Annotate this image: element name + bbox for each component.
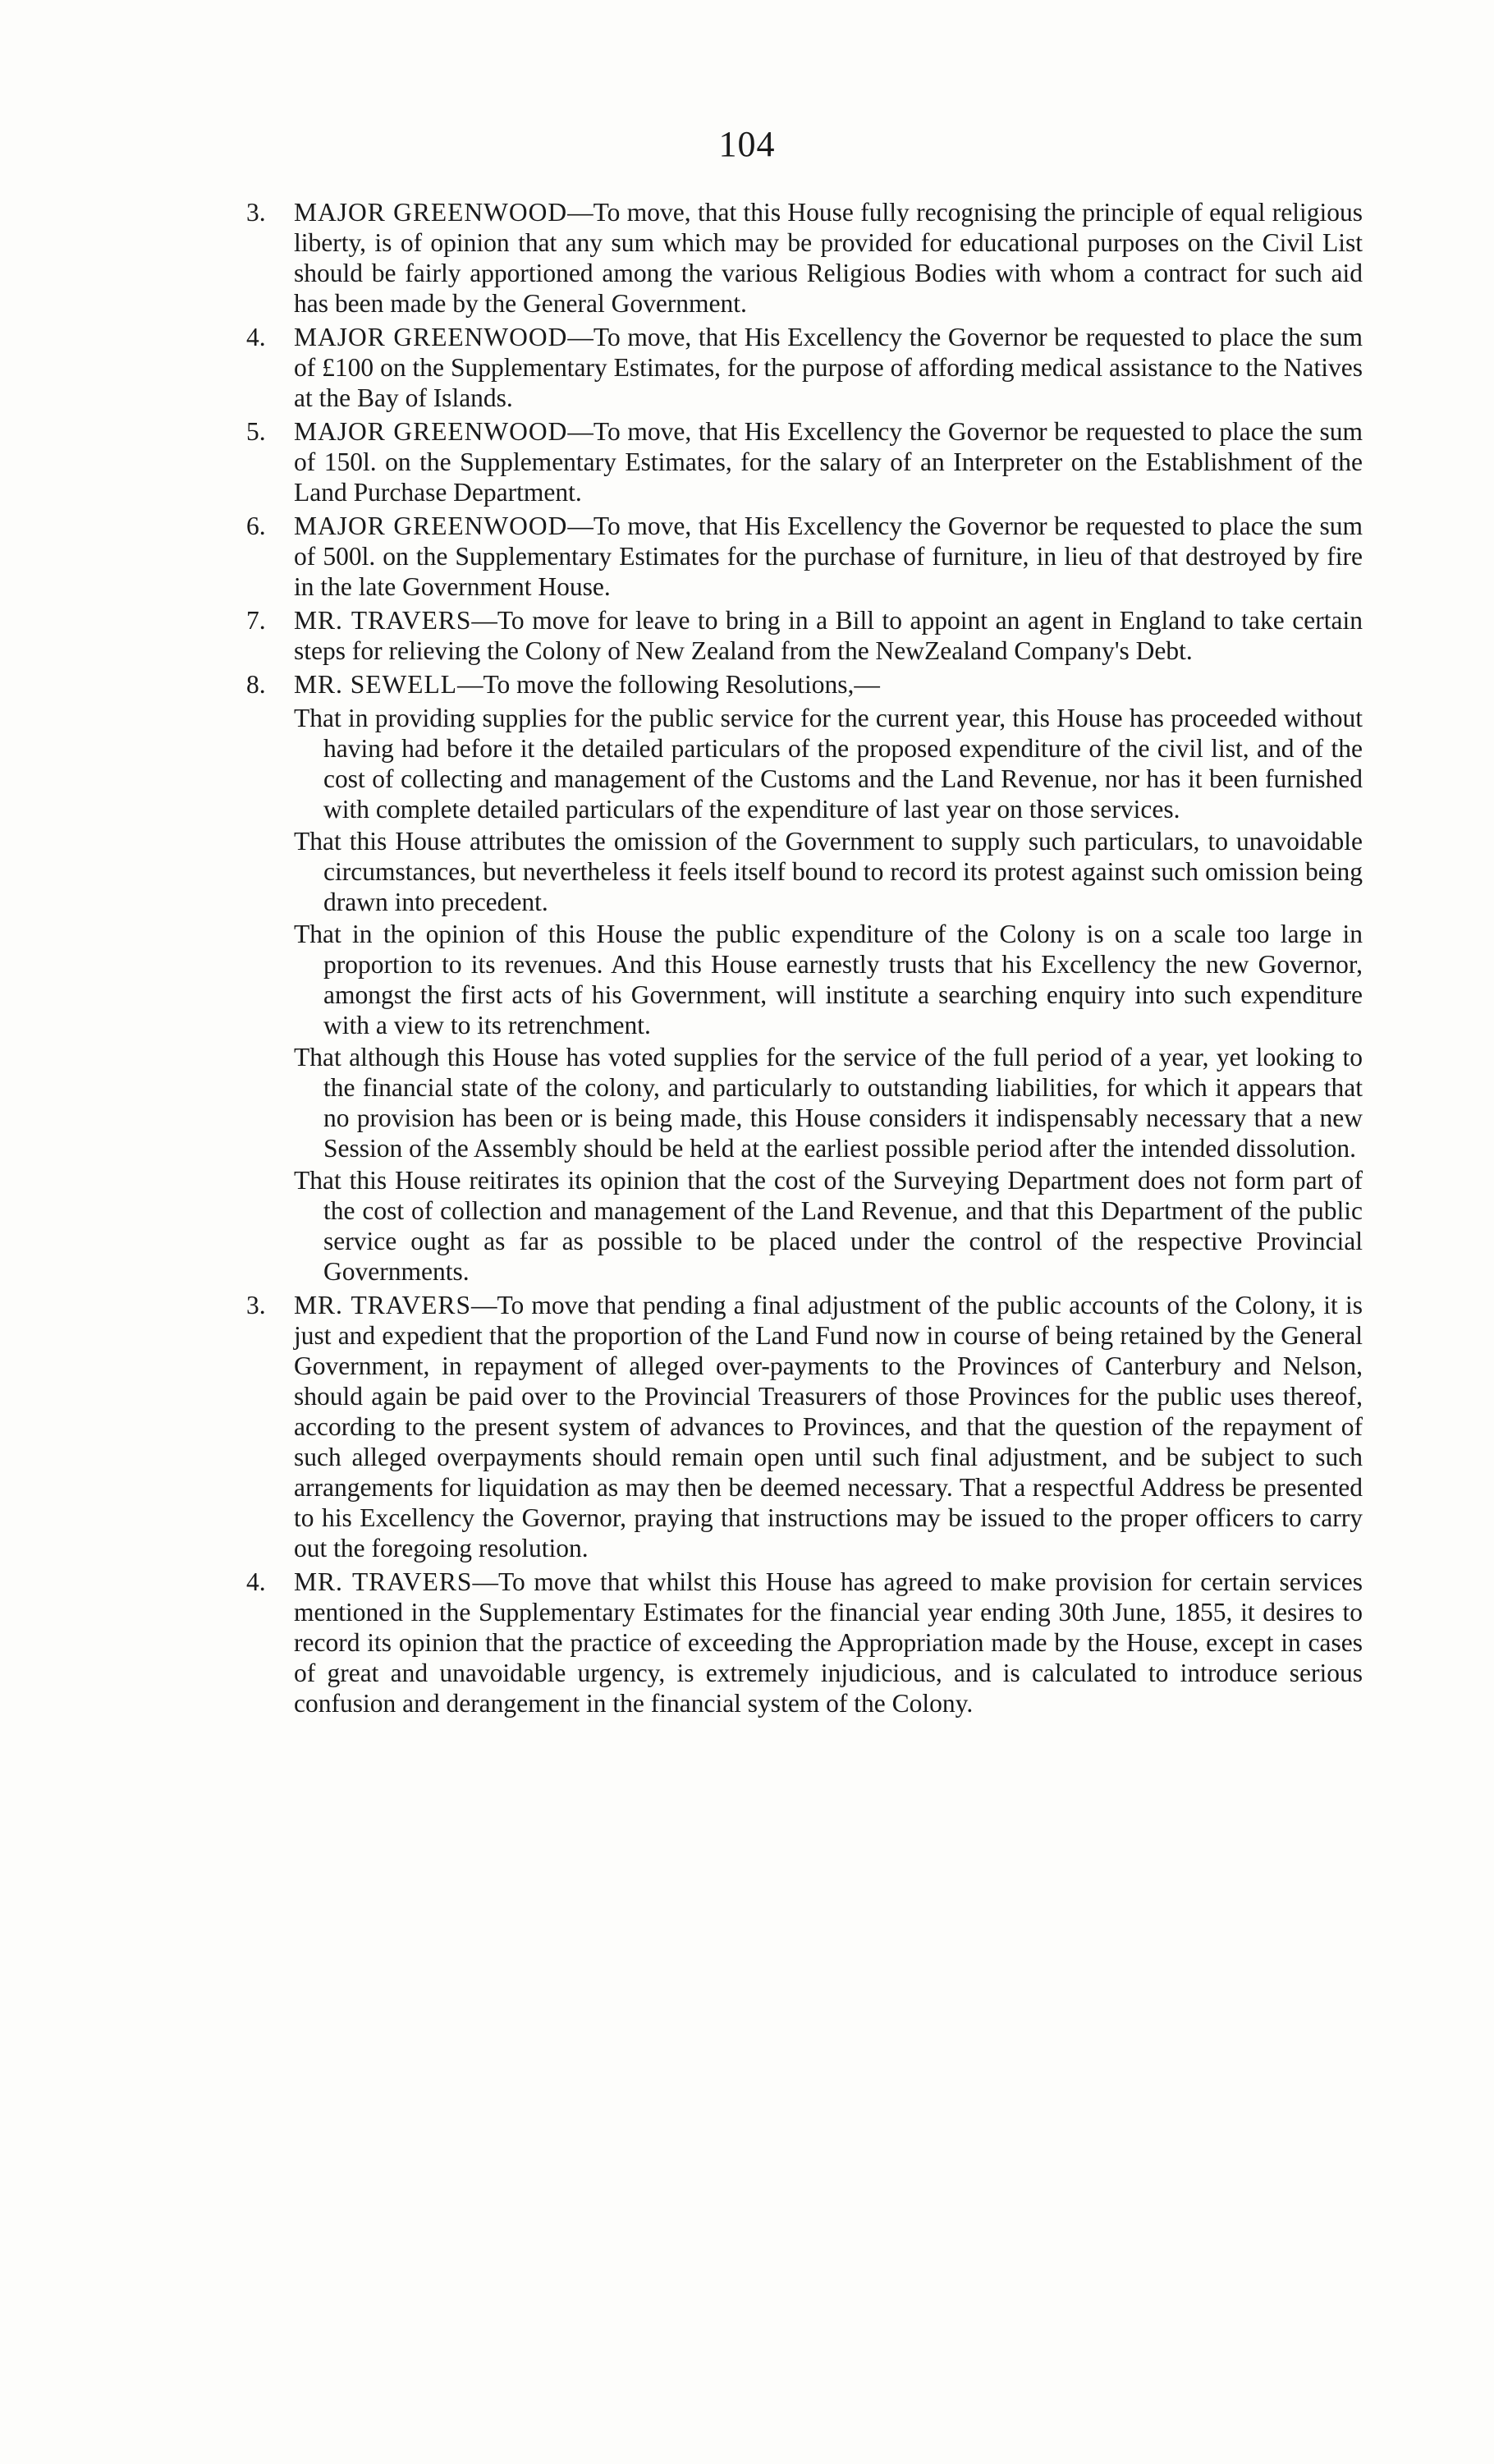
motion-text: —To move, that His Excellency the Governor be requested to place the sum of 500l. on the Supplementary Estimates for the purchase of furniture, in lieu of that destroyed by fire in the late Government House. xyxy=(294,512,1363,601)
motion-item xyxy=(246,416,1363,507)
motion-number: 5. xyxy=(246,417,266,446)
page-number: 104 xyxy=(718,124,776,164)
motion-text: —To move the following Resolutions,— xyxy=(457,670,880,699)
motion-text: —To move that pending a final adjustment of the public accounts of the Colony, it is just and expedient that the proportion of the Land Fund now in course of being retained by the General Government, in repayment of alleged over-payments to the Provinces of Canterbury and Nelson, should again be paid over to the Provincial Treasurers of those Provinces for the public uses thereof, according to the present system of advances to Provinces, and that the question of the repayment of such alleged overpayments should remain open until such final adjustment, and be subject to such arrangements for liquidation as may then be deemed necessary. That a respectful Address be presented to his Excellency the Governor, praying that instructions may be issued to the proper officers to carry out the foregoing resolution. xyxy=(294,1291,1363,1562)
resolution-paragraph: That this House attributes the omission of the Government to supply such particulars, to unavoidable circumstances, but nevertheless it feels itself bound to record its protest against such omission being drawn into precedent. xyxy=(294,827,1363,916)
motion-mover: MR. SEWELL xyxy=(294,670,457,699)
motion-mover: MAJOR GREENWOOD xyxy=(294,417,568,446)
motion-mover: MAJOR GREENWOOD xyxy=(294,198,568,227)
resolution-paragraph: That in providing supplies for the public service for the current year, this House has proceeded without having had before it the detailed particulars of the proposed expenditure of the civil list, and of the cost of collecting and management of the Customs and the Land Revenue, nor has it been furnished with complete detailed particulars of the expenditure of last year on those services. xyxy=(294,704,1363,824)
motion-number: 7. xyxy=(246,606,266,635)
motion-item xyxy=(246,669,1363,700)
motion-mover: MAJOR GREENWOOD xyxy=(294,512,568,540)
motion-mover: MAJOR GREENWOOD xyxy=(294,323,568,351)
resolution-paragraph: That this House reitirates its opinion that the cost of the Surveying Department does not form part of the cost of collection and management of the Land Revenue, and that this Department of the public service ought as far as possible to be placed under the control of the respective Provincial Governments. xyxy=(294,1166,1363,1286)
motions-list xyxy=(246,197,1363,1722)
motion-text: —To move that whilst this House has agreed to make provision for certain services mentioned in the Supplementary Estimates for the financial year ending 30th June, 1855, it desires to record its opinion that the practice of exceeding the Appropriation made by the House, except in cases of great and unavoidable urgency, is extremely injudicious, and is calculated to introduce serious confusion and derangement in the financial system of the Colony. xyxy=(294,1567,1363,1718)
motion-text: —To move, that His Excellency the Governor be requested to place the sum of 150l. on the Supplementary Estimates, for the salary of an Interpreter on the Establishment of the Land Purchase Department. xyxy=(294,417,1363,507)
motion-number: 3. xyxy=(246,1291,266,1319)
motion-mover: MR. TRAVERS xyxy=(294,1567,473,1596)
motion-number: 4. xyxy=(246,1567,266,1596)
motion-number: 8. xyxy=(246,670,266,699)
motion-mover: MR. TRAVERS xyxy=(294,606,472,635)
motion-item xyxy=(246,1567,1363,1718)
motion-text: —To move, that His Excellency the Governor be requested to place the sum of £100 on the Supplementary Estimates, for the purpose of affording medical assistance to the Natives at the Bay of Islands. xyxy=(294,323,1363,412)
motion-item xyxy=(246,322,1363,413)
motion-item xyxy=(246,605,1363,666)
motion-number: 4. xyxy=(246,323,266,351)
motion-mover: MR. TRAVERS xyxy=(294,1291,471,1319)
resolution-paragraph: That in the opinion of this House the public expenditure of the Colony is on a scale too large in proportion to its revenues. And this House earnestly trusts that his Excellency the new Governor, amongst the first acts of his Government, will institute a searching enquiry into such expenditure with a view to its retrenchment. xyxy=(294,920,1363,1039)
resolution-paragraph: That although this House has voted supplies for the service of the full period of a year, yet looking to the financial state of the colony, and particularly to outstanding liabilities, for which it appears that no provision has been or is being made, this House considers it indispensably necessary that a new Session of the Assembly should be held at the earliest possible period after the intended dissolution. xyxy=(294,1043,1363,1163)
motion-number: 6. xyxy=(246,512,266,540)
motion-text: —To move, that this House fully recognising the principle of equal religious liberty, is of opinion that any sum which may be provided for educational purposes on the Civil List should be fairly apportioned among the various Religious Bodies with whom a contract for such aid has been made by the General Government. xyxy=(294,198,1363,318)
motion-item xyxy=(246,511,1363,602)
motion-text: —To move for leave to bring in a Bill to appoint an agent in England to take certain steps for relieving the Colony of New Zealand from the NewZealand Company's Debt. xyxy=(294,606,1363,665)
resolutions-list xyxy=(294,703,1363,1287)
motion-number: 3. xyxy=(246,198,266,227)
motion-item xyxy=(246,1290,1363,1563)
motion-item xyxy=(246,197,1363,319)
